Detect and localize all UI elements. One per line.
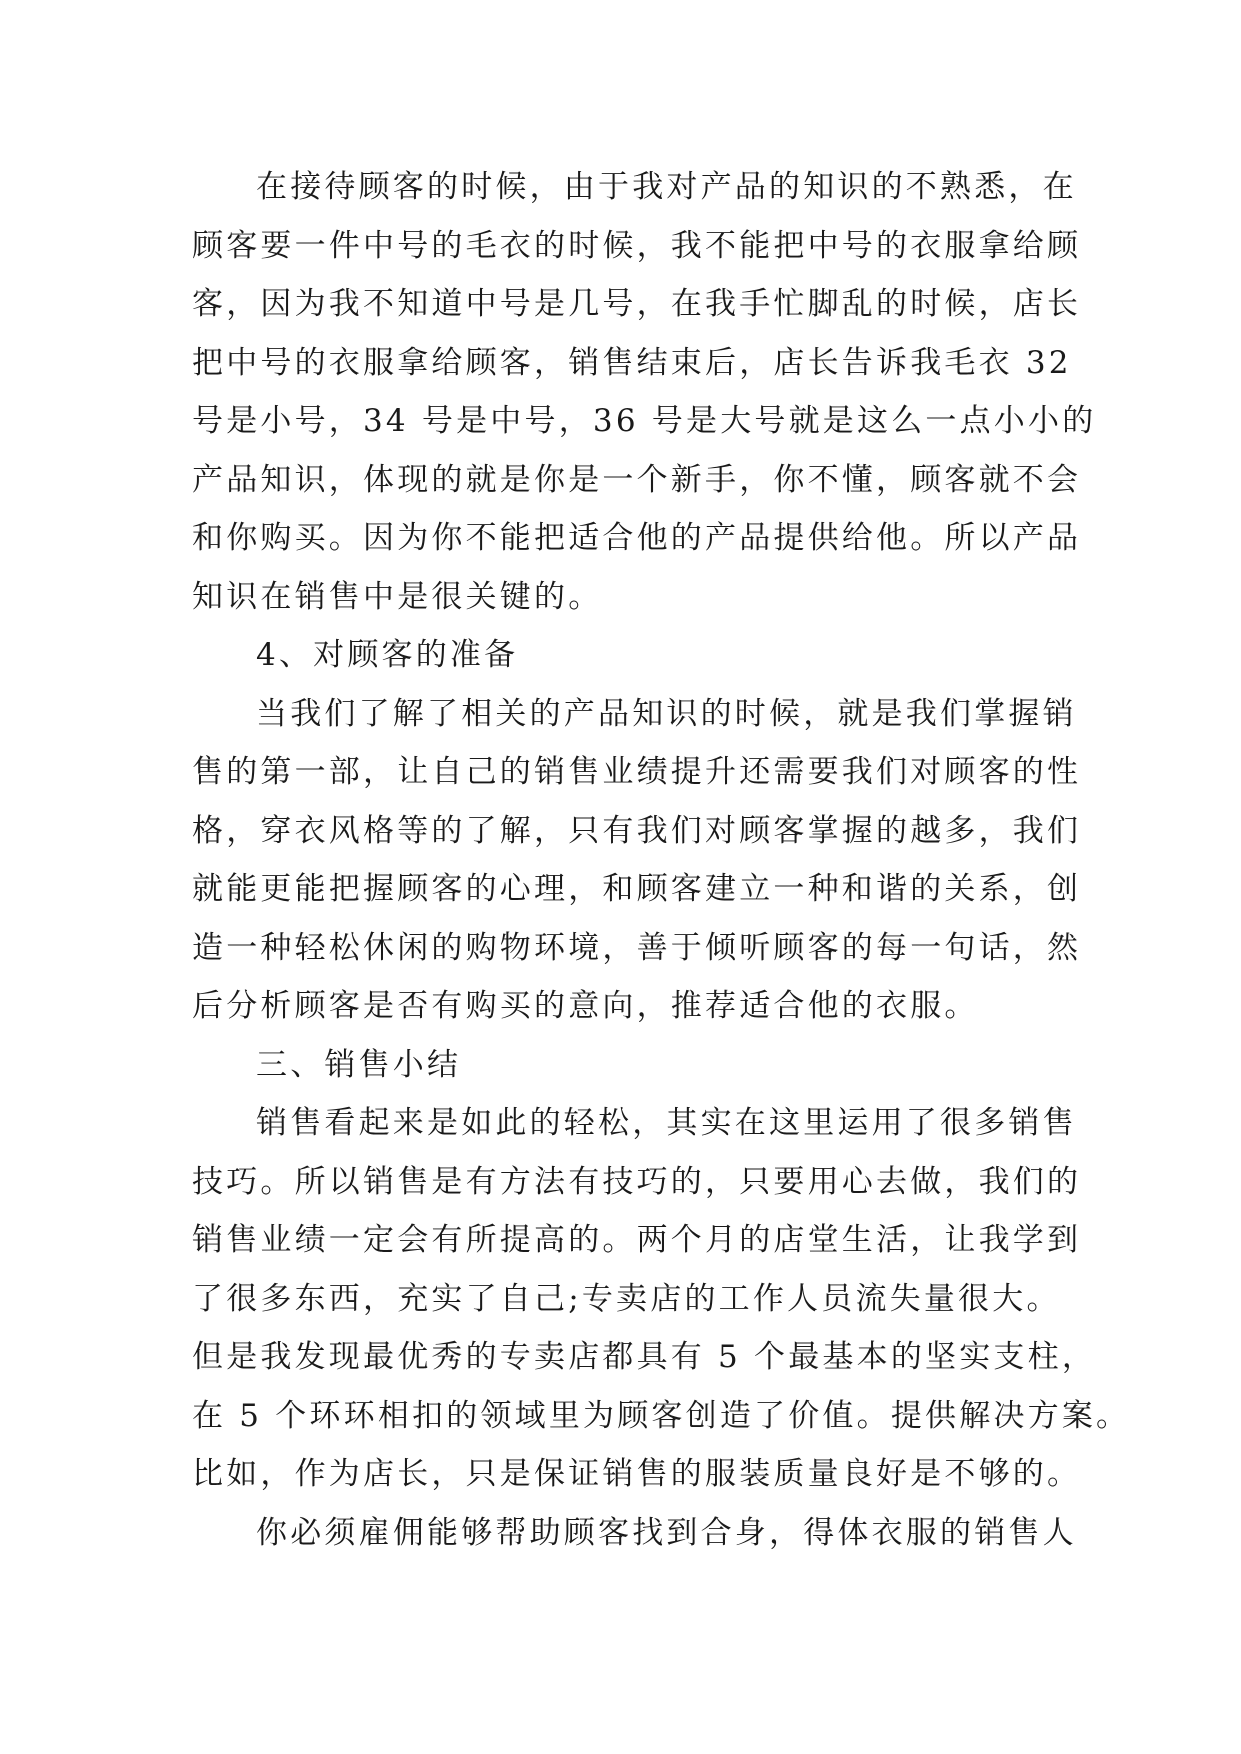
- paragraph-line: 在 5 个环环相扣的领域里为顾客创造了价值。提供解决方案。: [192, 1397, 1131, 1434]
- paragraph-line: 造一种轻松休闲的购物环境，善于倾听顾客的每一句话，然: [192, 929, 1082, 966]
- paragraph-line: 后分析顾客是否有购买的意向，推荐适合他的衣服。: [192, 988, 979, 1024]
- paragraph-line: 和你购买。因为你不能把适合他的产品提供给他。所以产品: [192, 520, 1082, 556]
- paragraph-line: 客，因为我不知道中号是几号，在我手忙脚乱的时候，店长: [192, 286, 1082, 322]
- section-heading: 三、销售小结: [256, 1046, 462, 1083]
- paragraph-line: 在接待顾客的时候，由于我对产品的知识的不熟悉，在: [256, 169, 1077, 205]
- paragraph-line: 把中号的衣服拿给顾客，销售结束后，店长告诉我毛衣 32: [192, 344, 1072, 381]
- paragraph-line: 知识在销售中是很关键的。: [192, 578, 603, 615]
- paragraph-line: 比如，作为店长，只是保证销售的服装质量良好是不够的。: [192, 1456, 1082, 1492]
- paragraph-line: 但是我发现最优秀的专卖店都具有 5 个最基本的坚实支柱，: [192, 1339, 1097, 1375]
- paragraph-line: 技巧。所以销售是有方法有技巧的，只要用心去做，我们的: [192, 1163, 1082, 1200]
- paragraph-line: 产品知识，体现的就是你是一个新手，你不懂，顾客就不会: [192, 461, 1082, 498]
- body-text: [192, 158, 1131, 1562]
- paragraph-line: 号是小号，34 号是中号，36 号是大号就是这么一点小小的: [192, 403, 1097, 439]
- paragraph-line: 当我们了解了相关的产品知识的时候，就是我们掌握销: [256, 695, 1077, 732]
- paragraph-line: 售的第一部，让自己的销售业绩提升还需要我们对顾客的性: [192, 754, 1082, 790]
- paragraph-line: 你必须雇佣能够帮助顾客找到合身，得体衣服的销售人: [256, 1514, 1077, 1551]
- paragraph-line: 了很多东西，充实了自己;专卖店的工作人员流失量很大。: [192, 1280, 1061, 1317]
- section-heading: 4、对顾客的准备: [256, 637, 519, 673]
- paragraph-line: 格，穿衣风格等的了解，只有我们对顾客掌握的越多，我们: [192, 812, 1082, 849]
- paragraph-line: 销售看起来是如此的轻松，其实在这里运用了很多销售: [256, 1105, 1077, 1141]
- paragraph-line: 销售业绩一定会有所提高的。两个月的店堂生活，让我学到: [192, 1222, 1082, 1258]
- paragraph-line: 就能更能把握顾客的心理，和顾客建立一种和谐的关系，创: [192, 871, 1082, 907]
- paragraph-line: 顾客要一件中号的毛衣的时候，我不能把中号的衣服拿给顾: [192, 227, 1082, 264]
